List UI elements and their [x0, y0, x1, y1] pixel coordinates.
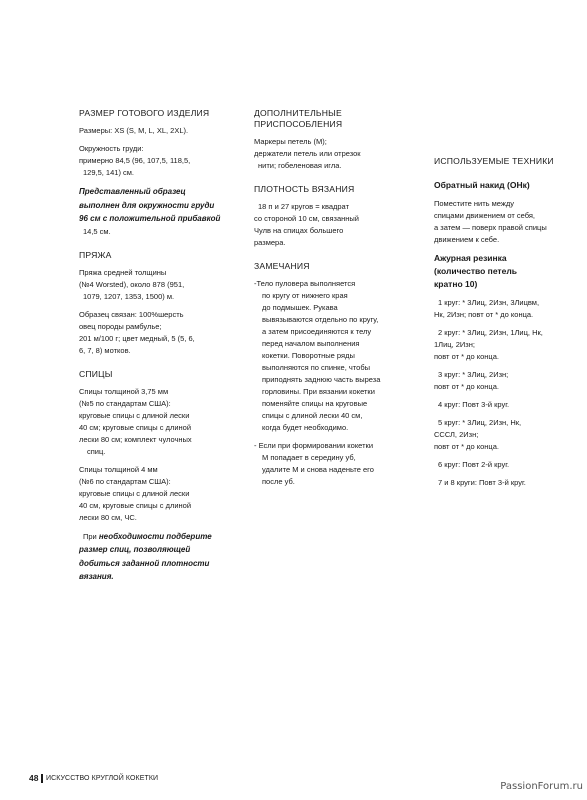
rib-title-1: Ажурная резинка: [434, 253, 507, 263]
yarn1-line-2: (№4 Worsted), около 878 (951,: [79, 279, 185, 289]
needles1-line-1: Спицы толщиной 3,75 мм: [79, 386, 169, 396]
notes1-line-12: спицы с длиной лески 40 см,: [262, 411, 363, 420]
notes2-line-4: после уб.: [262, 477, 295, 486]
gauge-heading: ПЛОТНОСТЬ ВЯЗАНИЯ: [254, 184, 355, 194]
needles1-line-3: круговые спицы с длиной лески: [79, 410, 190, 420]
needles2-line-4: 40 см, круговые спицы с длиной: [79, 500, 192, 510]
notes2-line-2: М попадает в середину уб,: [262, 453, 356, 462]
sizes-line: Размеры: XS (S, M, L, XL, 2XL).: [79, 126, 189, 135]
tools-heading-2: ПРИСПОСОБЛЕНИЯ: [254, 119, 343, 129]
column-right: [434, 156, 584, 495]
yo-line-3: а затем — поверх правой спицы: [434, 223, 547, 232]
yarn2-line-3: 201 м/100 г; цвет медный, 5 (5, 6,: [79, 333, 195, 343]
page-footer: [29, 773, 158, 783]
round-1: [434, 297, 584, 321]
yo-line-1: Поместите нить между: [434, 199, 515, 208]
round-5: [434, 417, 584, 453]
round1-line-1: 1 круг: * 3Лиц, 2Изн, 3Лицвм,: [438, 298, 540, 307]
needles2-line-2: (№6 по стандартам США):: [79, 476, 171, 486]
sample-bold-3: 96 см с положительной прибавкой: [79, 214, 221, 223]
note-bold-4: вязания.: [79, 572, 114, 581]
notes1-line-8: выполняются по спинке, чтобы: [262, 363, 371, 372]
gauge-text: [254, 201, 404, 249]
tools-text: [254, 136, 404, 172]
round6-line: 6 круг: Повт 2-й круг.: [438, 460, 510, 469]
notes1-line-9: приподнять заднюю часть выреза: [262, 375, 381, 384]
round-6: [434, 459, 584, 471]
tools-heading-1: ДОПОЛНИТЕЛЬНЫЕ: [254, 108, 342, 118]
notes1-line-3: до подмышек. Рукава: [262, 303, 338, 312]
round78-line: 7 и 8 круги: Повт 3-й круг.: [438, 478, 526, 487]
notes1-line-7: кокетки. Поворотные ряды: [262, 351, 355, 360]
notes1-line-4: вывязываются отдельно по кругу,: [262, 315, 379, 324]
needles-note: [79, 530, 231, 584]
yarn-heading: ПРЯЖА: [79, 249, 112, 260]
sample-bold-1: Представленный образец: [79, 187, 186, 196]
needles-text-2: [79, 464, 231, 524]
notes1-line-10: горловины. При вязании кокетки: [262, 387, 375, 396]
round-3: [434, 369, 584, 393]
footer-divider: [41, 774, 43, 783]
yarn2-line-1: Образец связан: 100%шерсть: [79, 309, 184, 319]
yarn2-line-4: 6, 7, 8) мотков.: [79, 345, 131, 355]
round3-line-2: повт от * до конца.: [434, 382, 499, 391]
note-bold-2: размер спиц, позволяющей: [79, 545, 191, 554]
needles1-line-2: (№5 по стандартам США):: [79, 398, 171, 408]
note-bold-1: необходимости подберите: [98, 531, 212, 541]
gauge-line-2: со стороной 10 см, связанный: [254, 214, 359, 223]
notes1-line-5: а затем присоединяются к телу: [262, 327, 372, 336]
needles2-line-3: круговые спицы с длиной лески: [79, 488, 190, 498]
yo-line-4: движением к себе.: [434, 235, 500, 244]
needles2-line-1: Спицы толщиной 4 мм: [79, 464, 158, 474]
notes-heading: ЗАМЕЧАНИЯ: [254, 261, 310, 271]
size-heading: РАЗМЕР ГОТОВОГО ИЗДЕЛИЯ: [79, 108, 210, 118]
tools-line-3: нити; гобеленовая игла.: [258, 161, 342, 170]
sample-tail: 14,5 см.: [83, 226, 111, 236]
yarn-text-1: [79, 267, 231, 303]
note-line-1: [79, 530, 231, 544]
page-number: 48: [29, 773, 39, 783]
yarn1-line-1: Пряжа средней толщины: [79, 267, 167, 277]
round5-line-3: повт от * до конца.: [434, 442, 499, 451]
gauge-line-4: размера.: [254, 238, 286, 247]
needles-text-1: [79, 386, 231, 458]
notes2-line-3: удалите М и снова наденьте его: [262, 465, 374, 474]
notes1-line-2: по кругу от нижнего края: [262, 291, 348, 300]
needles-heading: СПИЦЫ: [79, 368, 113, 379]
needles1-line-6: спиц.: [87, 446, 106, 456]
rib-title-2: (количество петель: [434, 266, 517, 276]
chest-text: [79, 143, 231, 179]
sample-bold-2: выполнен для окружности груди: [79, 200, 215, 210]
notes2-line-1: - Если при формировании кокетки: [254, 441, 374, 450]
yarn1-line-3: 1079, 1207, 1353, 1500) м.: [83, 291, 175, 301]
round2-line-2: 1Лиц, 2Изн;: [434, 340, 475, 349]
column-left: [79, 108, 231, 590]
yo-text: [434, 198, 584, 246]
needles1-line-5: лески 80 см; комплект чулочных: [79, 434, 192, 444]
round-2: [434, 327, 584, 363]
sizes-text: [79, 125, 231, 137]
round4-line: 4 круг: Повт 3-й круг.: [438, 400, 510, 409]
column-middle: [254, 108, 404, 494]
notes-text-2: [254, 440, 404, 488]
tools-heading: [254, 108, 404, 130]
watermark: PassionForum.ru: [500, 781, 583, 792]
yo-title: Обратный накид (ОНк): [434, 180, 530, 190]
tools-line-1: Маркеры петель (М);: [254, 137, 327, 146]
notes1-line-11: поменяйте спицы на круговые: [262, 399, 368, 408]
yo-line-2: спицами движением от себя,: [434, 211, 536, 220]
needles1-line-4: 40 см; круговые спицы с длиной: [79, 422, 192, 432]
sample-note: [79, 185, 231, 238]
round2-line-3: повт от * до конца.: [434, 352, 499, 361]
gauge-line-1: 18 п и 27 кругов = квадрат: [258, 202, 350, 211]
yarn-text-2: [79, 309, 231, 357]
needles2-line-5: лески 80 см, ЧС.: [79, 512, 137, 522]
note-prefix: При: [83, 531, 99, 541]
techniques-heading: ИСПОЛЬЗУЕМЫЕ ТЕХНИКИ: [434, 156, 554, 166]
round1-line-2: Нк, 2Изн; повт от * до конца.: [434, 310, 534, 319]
rib-title-3: кратно 10): [434, 279, 478, 289]
notes-text-1: [254, 278, 404, 434]
tools-line-2: держатели петель или отрезок: [254, 149, 361, 158]
round-4: [434, 399, 584, 411]
rib-title: [434, 252, 584, 291]
round5-line-1: 5 круг: * 3Лиц, 2Изн, Нк,: [438, 418, 522, 427]
notes1-line-6: перед началом выполнения: [262, 339, 360, 348]
round-7-8: [434, 477, 584, 489]
chest-line-1: Окружность груди:: [79, 144, 144, 153]
notes1-line-13: когда будет необходимо.: [262, 423, 349, 432]
gauge-line-3: Чулв на спицах большего: [254, 226, 344, 235]
yarn2-line-2: овец породы рамбулье;: [79, 321, 162, 331]
chest-line-2: примерно 84,5 (96, 107,5, 118,5,: [79, 156, 191, 165]
round3-line-1: 3 круг: * 3Лиц, 2Изн;: [438, 370, 509, 379]
note-bold-3: добиться заданной плотности: [79, 558, 210, 568]
round2-line-1: 2 круг: * 3Лиц, 2Изн, 1Лиц, Нк,: [438, 328, 543, 337]
round5-line-2: СССЛ, 2Изн;: [434, 430, 479, 439]
footer-title: ИСКУССТВО КРУГЛОЙ КОКЕТКИ: [45, 774, 159, 782]
chest-line-3: 129,5, 141) см.: [83, 168, 135, 177]
notes1-line-1: -Тело пуловера выполняется: [254, 279, 356, 288]
